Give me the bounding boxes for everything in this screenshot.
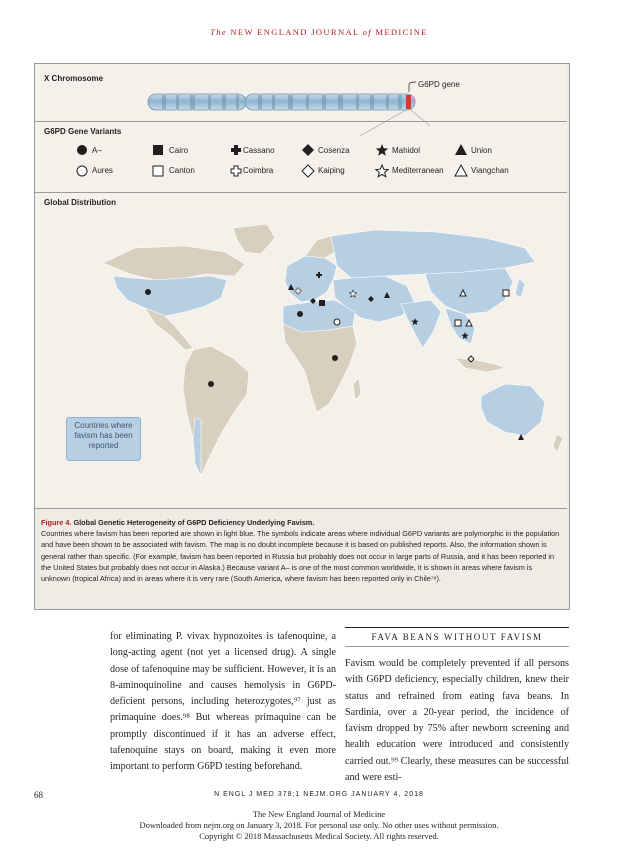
marker-canton-2	[455, 320, 461, 326]
journal-prefix: The	[210, 27, 227, 37]
south-america	[183, 346, 249, 476]
world-map	[35, 208, 567, 508]
australia	[481, 384, 545, 436]
gene-label: G6PD gene	[418, 80, 460, 89]
variant-symbols	[60, 140, 520, 180]
footer-copyright: Copyright © 2018 Massachusetts Medical Society. All rights reserved.	[199, 831, 439, 841]
marker-canton	[503, 290, 509, 296]
chromosome-label: X Chromosome	[44, 74, 104, 83]
filled-triangle-icon	[455, 144, 467, 155]
open-triangle-icon	[455, 165, 467, 176]
open-square-icon	[153, 166, 163, 176]
variant-cosenza: Cosenza	[318, 146, 350, 155]
marker-aures	[334, 319, 340, 325]
japan	[515, 278, 525, 298]
scandinavia	[305, 236, 335, 258]
europe	[285, 256, 337, 302]
variant-canton: Canton	[169, 166, 195, 175]
variant-cassano: Cassano	[243, 146, 275, 155]
running-footer: N ENGL J MED 378;1 NEJM.ORG JANUARY 4, 2018	[214, 791, 424, 798]
panel-divider-2	[35, 192, 567, 193]
marker-a-minus-usa	[145, 289, 151, 295]
greenland	[233, 224, 275, 254]
open-star-icon	[376, 165, 388, 177]
chromosome-diagram	[140, 78, 430, 138]
marker-cairo	[319, 300, 325, 306]
g6pd-locus-marker	[406, 95, 411, 109]
new-zealand	[553, 434, 563, 452]
variant-aures: Aures	[92, 166, 113, 175]
sub-saharan-africa	[283, 324, 357, 412]
journal-of: of	[362, 27, 372, 37]
caption-body: Countries where favism has been reported are shown in light blue. The symbols indicate areas where individual G6PD variants are polymorphic in the population and have been shown to be associated with favism. The map is no doubt incomplete because it is based on published reports. Also, the information shown is general rather than specific. (For example, favism has been reported in Russia but probably does not occur in large parts of Russia, and it has been reported in the United States but probably does not occur in Alaska.) Because variant A– is one of the most common worldwide, it is shown in areas where favism is unknown (tropical Africa) and in areas where it is very rare (South America, where favism has been reported only in Chile⁷⁸).	[41, 529, 560, 584]
open-circle-icon	[77, 166, 87, 176]
canada-alaska	[103, 246, 245, 280]
chile	[193, 418, 201, 476]
indonesia	[455, 358, 505, 372]
marker-a-minus-brazil	[208, 381, 214, 387]
right-column-text: Favism would be completely prevented if all persons with G6PD deficiency, especially children, knew their status and refrained from eating fava beans. In Sardinia, over a 20-year period, the incidence of favism dropped by 75% after newborn screening and health education were introduced and consistently carried out.⁹⁹ Clearly, these measures can be successful and were esti-	[345, 658, 569, 784]
journal-suffix: MEDICINE	[375, 27, 428, 37]
journal-name: NEW ENGLAND JOURNAL	[230, 27, 360, 37]
map-legend	[66, 417, 141, 461]
section-heading: FAVA BEANS WITHOUT FAVISM	[345, 627, 569, 647]
variant-mediterranean: Mediterranean	[392, 166, 444, 175]
variant-cairo: Cairo	[169, 146, 189, 155]
variant-a-minus: A–	[92, 146, 102, 155]
open-diamond-icon	[302, 165, 314, 177]
china	[425, 268, 513, 314]
left-column-text: for eliminating P. vivax hypnozoites is tafenoquine, a long-acting agent (not yet a licensed drug). A single dose of tafenoquine may be sufficient. However, it is an 8-aminoquinoline and causes hemolysis in G6PD-deficient persons, including heterozygotes,⁹⁷ just as primaquine does.⁹⁸ But whereas primaquine can be promptly discontinued if it has an adverse effect, tafenoquine stays on board, making it even more important to perform G6PD testing beforehand.	[110, 631, 336, 773]
continents	[103, 224, 563, 476]
filled-circle-icon	[77, 145, 87, 155]
page-number: 68	[34, 790, 43, 800]
map-legend-text: Countries where favism has been reported	[74, 421, 133, 450]
footer-download: Downloaded from nejm.org on January 3, 2018. For personal use only. No other uses without permission.	[139, 820, 499, 830]
india	[401, 300, 441, 348]
panel-divider	[35, 121, 567, 122]
filled-cross-icon	[231, 145, 241, 155]
figure-caption	[41, 517, 563, 584]
filled-star-icon	[376, 144, 388, 156]
variant-mahidol: Mahidol	[392, 146, 421, 155]
map-label: Global Distribution	[44, 198, 116, 207]
united-states	[113, 276, 227, 316]
open-cross-icon	[231, 166, 241, 176]
filled-square-icon	[153, 145, 163, 155]
variant-coimbra: Coimbra	[243, 166, 274, 175]
marker-a-minus-africa	[332, 355, 338, 361]
chromosome-long-arm	[245, 94, 415, 110]
caption-title: Global Genetic Heterogeneity of G6PD Deficiency Underlying Favism.	[73, 518, 315, 527]
variant-viangchan: Viangchan	[471, 166, 509, 175]
variant-union: Union	[471, 146, 492, 155]
footer-journal: The New England Journal of Medicine	[252, 809, 386, 819]
caption-divider	[35, 508, 567, 509]
journal-header	[0, 27, 638, 37]
marker-a-minus-north-africa	[297, 311, 303, 317]
filled-diamond-icon	[302, 144, 314, 156]
variant-kaiping: Kaiping	[318, 166, 345, 175]
variants-label: G6PD Gene Variants	[44, 127, 122, 136]
madagascar	[353, 378, 361, 400]
gene-pointer-line	[409, 82, 416, 92]
caption-label: Figure 4.	[41, 518, 72, 527]
